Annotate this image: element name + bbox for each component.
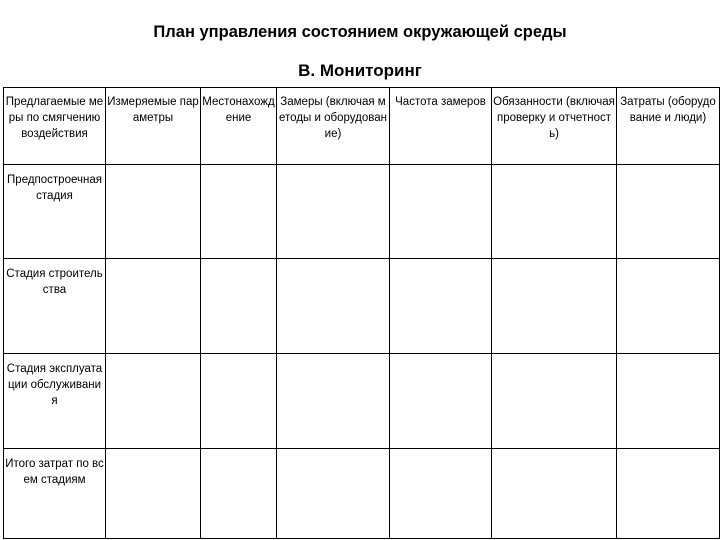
table-cell (492, 259, 617, 354)
row-label-operation: Стадия эксплуатации обслуживания (4, 354, 106, 449)
table-cell (617, 165, 720, 259)
table-cell (201, 354, 277, 449)
table-row (4, 165, 720, 259)
table-cell (390, 259, 492, 354)
table-cell (201, 165, 277, 259)
table-cell (106, 449, 201, 539)
table-cell (492, 354, 617, 449)
table-cell (617, 259, 720, 354)
header-frequency: Частота замеров (390, 88, 492, 165)
row-label-preconstruction: Предпостроечная стадия (4, 165, 106, 259)
table-cell (277, 165, 390, 259)
header-measured-parameters: Измеряемые параметры (106, 88, 201, 165)
table-cell (617, 449, 720, 539)
table-cell (106, 354, 201, 449)
table-cell (390, 165, 492, 259)
header-measurements: Замеры (включая методы и оборудование) (277, 88, 390, 165)
row-label-construction: Стадия строительства (4, 259, 106, 354)
header-mitigation-measures: Предлагаемые меры по смягчению воздействия (4, 88, 106, 165)
table-cell (106, 259, 201, 354)
table-cell (201, 449, 277, 539)
monitoring-table (3, 87, 720, 539)
section-title: В. Мониторинг (298, 61, 422, 80)
table-cell (106, 165, 201, 259)
table-cell (492, 449, 617, 539)
document-title: План управления состоянием окружающей среды (153, 23, 567, 41)
table-row (4, 259, 720, 354)
table-cell (617, 354, 720, 449)
table-row (4, 449, 720, 539)
table-cell (277, 449, 390, 539)
table-cell (277, 259, 390, 354)
row-label-total-costs: Итого затрат по всем стадиям (4, 449, 106, 539)
header-location: Местонахождение (201, 88, 277, 165)
table-cell (390, 449, 492, 539)
table-cell (390, 354, 492, 449)
table-row (4, 354, 720, 449)
table-header-row (4, 88, 720, 165)
table-cell (492, 165, 617, 259)
table-cell (201, 259, 277, 354)
table-cell (277, 354, 390, 449)
header-costs: Затраты (оборудование и люди) (617, 88, 720, 165)
header-responsibilities: Обязанности (включая проверку и отчетность) (492, 88, 617, 165)
